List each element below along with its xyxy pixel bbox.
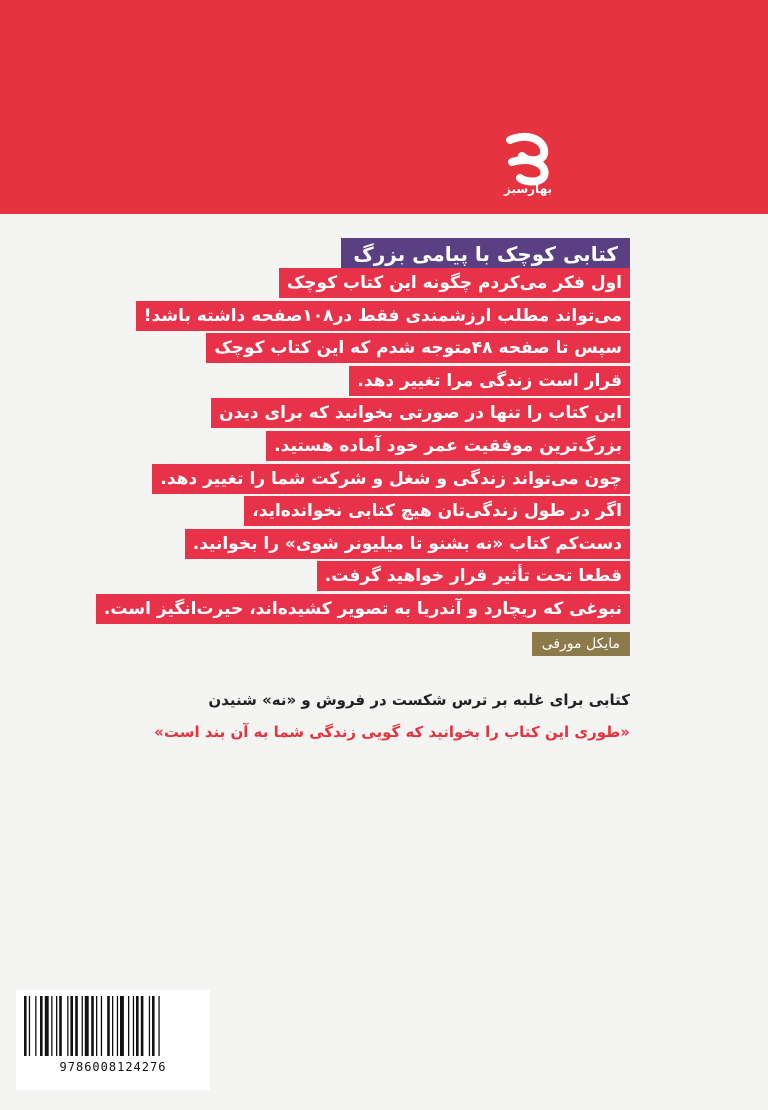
barcode-bar [112,996,113,1056]
barcode-bar [70,996,73,1056]
blurb-line-text: اگر در طول زندگی‌تان هیچ کتابی نخوانده‌اید، [244,496,630,526]
barcode-bar [117,996,118,1056]
barcode-bars-icon [22,996,204,1058]
blurb-line-text: قطعا تحت تأثیر قرار خواهید گرفت. [317,561,630,591]
red-cover-panel [0,0,768,214]
barcode-bar [56,996,57,1056]
quote: «طوری این کتاب را بخوانید که گویی زندگی شما به آن بند است» [154,723,630,741]
barcode-bar [128,996,129,1056]
barcode [16,990,210,1090]
barcode-bar [75,996,78,1056]
blurb-line [110,366,630,399]
tagline: کتابی برای غلبه بر ترس شکست در فروش و «نه» شنیدن [208,691,630,709]
blurb-line [110,398,630,431]
blurb-line-text: دست‌کم کتاب «نه بشنو تا میلیونر شوی» را بخوانید. [185,529,630,559]
blurb-line [110,529,630,562]
blurb-line [110,431,630,464]
blurb-line-text: نبوغی که ریچارد و آندریا به تصویر کشیده‌اند، حیرت‌انگیز است. [96,594,630,624]
barcode-bar [67,996,68,1056]
blurb-line-text: اول فکر می‌کردم چگونه این کتاب کوچک [279,268,630,298]
barcode-bar [149,996,150,1056]
barcode-bar [51,996,52,1056]
blurb-line-text: می‌تواند مطلب ارزشمندی فقط در۱۰۸صفحه داشته باشد! [136,301,630,331]
publisher-name: بهارسبز [503,182,552,196]
barcode-bar [133,996,134,1056]
blurb-text [103,268,630,627]
blurb-line-text: قرار است زندگی مرا تغییر دهد. [349,366,630,396]
barcode-bar [45,996,49,1056]
blurb-line [110,301,630,334]
headline: کتابی کوچک با پیامی بزرگ [341,238,630,270]
barcode-bar [101,996,102,1056]
blurb-line [110,268,630,301]
blurb-line [110,333,630,366]
barcode-bar [82,996,83,1056]
blurb-line-text: سپس تا صفحه ۴۸متوجه شدم که این کتاب کوچک [206,333,630,363]
barcode-bar [24,996,27,1056]
barcode-bar [91,996,94,1056]
barcode-bar [40,996,43,1056]
barcode-bar [107,996,110,1056]
barcode-bar [35,996,36,1056]
blurb-line [110,496,630,529]
blurb-line-text: چون می‌تواند زندگی و شغل و شرکت شما را تغییر دهد. [152,464,630,494]
barcode-bar [120,996,124,1056]
barcode-bar [59,996,62,1056]
barcode-bar [29,996,30,1056]
isbn-number: 9786008124276 [59,1060,167,1074]
blurb-line [103,594,630,627]
barcode-bar [158,996,159,1056]
barcode-bar [141,996,144,1056]
barcode-bar [96,996,97,1056]
blurb-line [110,464,630,497]
blurb-line [110,561,630,594]
blurb-line-text: بزرگ‌ترین موفقیت عمر خود آماده هستید. [266,431,630,461]
barcode-bar [136,996,139,1056]
author-name: مایکل مورفی [532,632,630,656]
barcode-bar [85,996,89,1056]
barcode-bar [152,996,155,1056]
blurb-line-text: این کتاب را تنها در صورتی بخوانید که برای دیدن [211,398,630,428]
